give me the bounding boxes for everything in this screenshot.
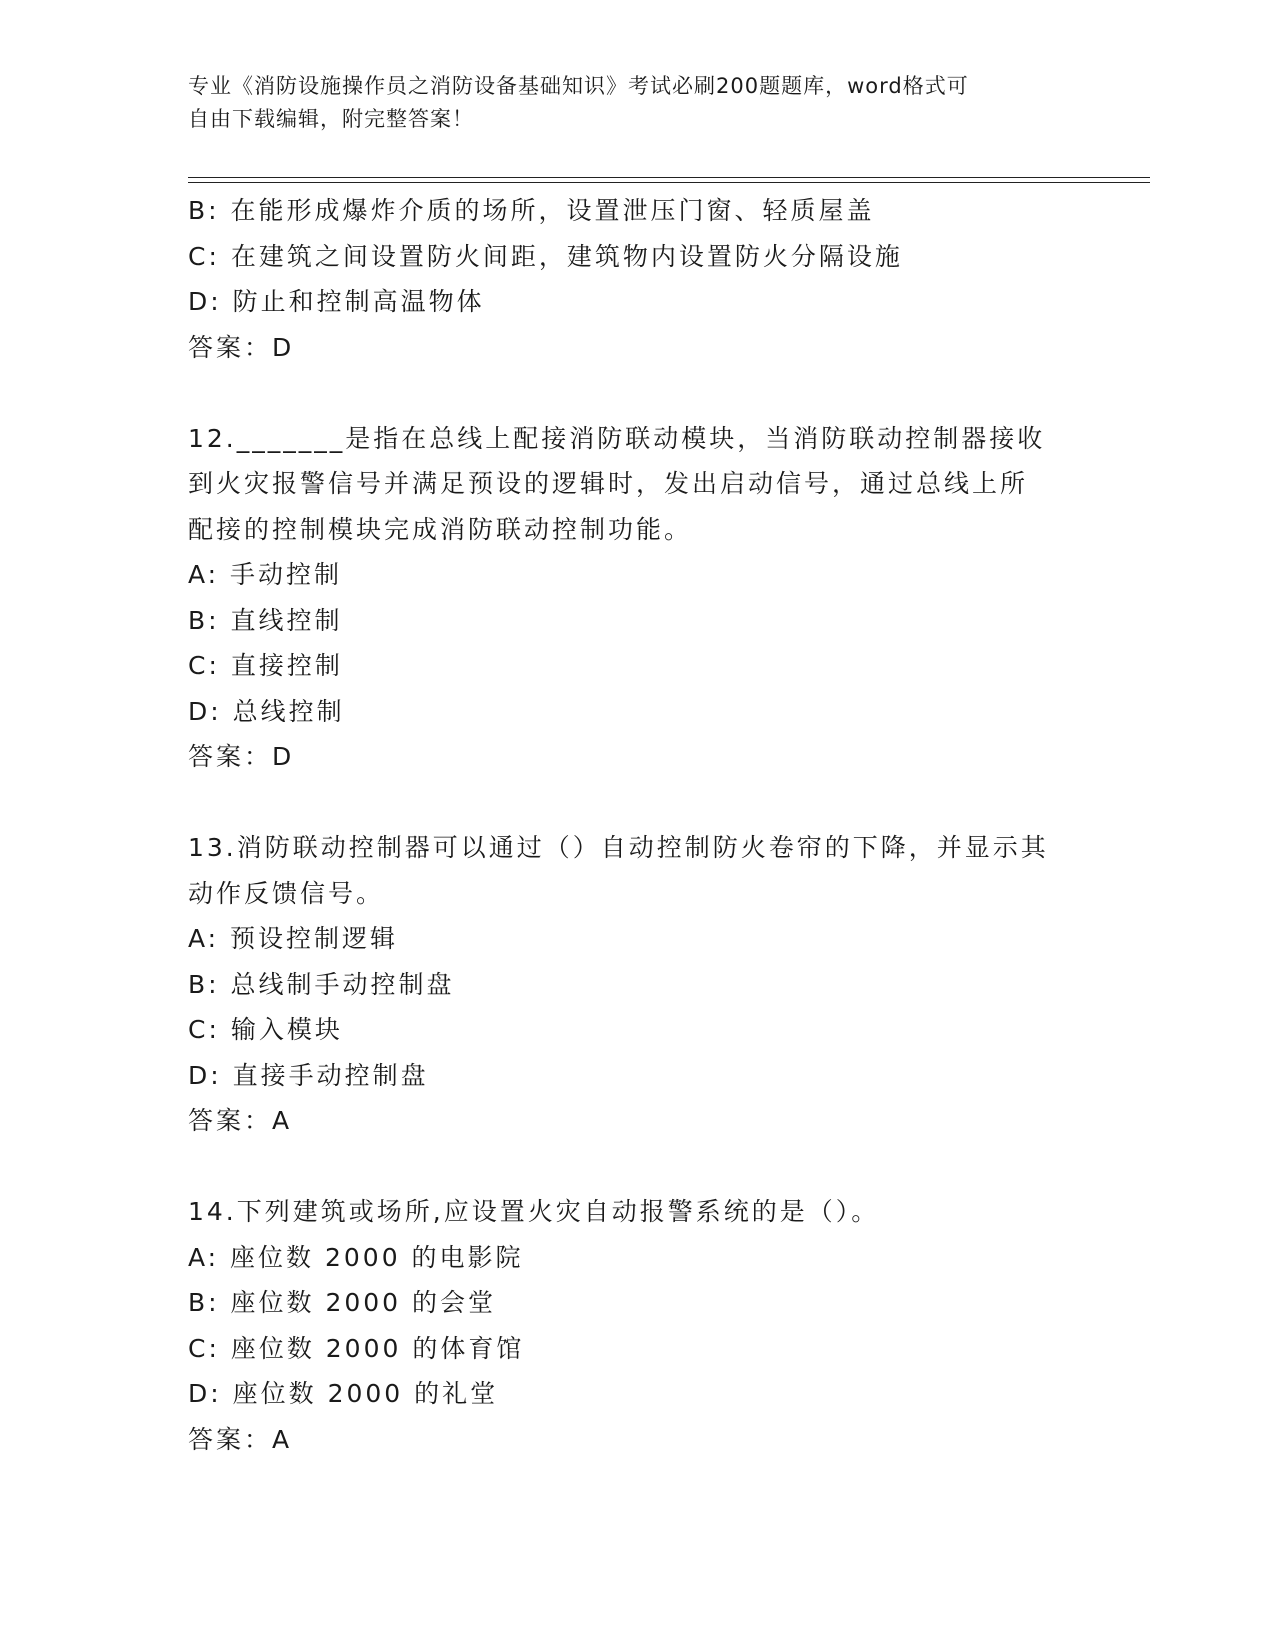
header-title-line-1: 专业《消防设施操作员之消防设备基础知识》考试必刷200题题库，word格式可 <box>188 74 969 98</box>
question-list <box>188 188 1088 1462</box>
option-a: A: 预设控制逻辑 <box>188 924 399 953</box>
option-d: D: 座位数 2000 的礼堂 <box>188 1379 499 1408</box>
option-a: A: 手动控制 <box>188 560 343 589</box>
option-b: B: 座位数 2000 的会堂 <box>188 1288 497 1317</box>
header-title-line-2: 自由下载编辑，附完整答案！ <box>188 107 474 131</box>
answer-line: 答案：A <box>188 1424 293 1454</box>
question-spacer <box>188 780 1088 826</box>
question-stem-line-2: 到火灾报警信号并满足预设的逻辑时，发出启动信号，通过总线上所 <box>188 469 1029 498</box>
question-13 <box>188 825 1088 1144</box>
option-b: B: 总线制手动控制盘 <box>188 969 455 999</box>
question-12 <box>188 416 1088 780</box>
option-c: C: 输入模块 <box>188 1015 343 1044</box>
question-stem-line-3: 配接的控制模块完成消防联动控制功能。 <box>188 514 693 544</box>
question-stem-line-2: 动作反馈信号。 <box>188 878 385 908</box>
question-11-tail <box>188 188 1088 370</box>
option-b: B: 直线控制 <box>188 605 343 635</box>
question-14 <box>188 1189 1088 1462</box>
option-d: D: 总线控制 <box>188 696 345 726</box>
option-a: A: 座位数 2000 的电影院 <box>188 1242 524 1272</box>
option-c: C: 在建筑之间设置防火间距，建筑物内设置防火分隔设施 <box>188 241 903 271</box>
answer-line: 答案：D <box>188 332 295 362</box>
option-c: C: 座位数 2000 的体育馆 <box>188 1333 525 1363</box>
document-header <box>188 70 1088 136</box>
header-rule-bottom <box>188 182 1150 183</box>
header-rule-top <box>188 177 1150 178</box>
answer-line: 答案：D <box>188 742 295 771</box>
option-c: C: 直接控制 <box>188 651 343 680</box>
answer-line: 答案：A <box>188 1106 293 1135</box>
question-spacer <box>188 1144 1088 1190</box>
option-d: D: 防止和控制高温物体 <box>188 287 485 316</box>
question-stem-line-1: 12._______是指在总线上配接消防联动模块，当消防联动控制器接收 <box>188 423 1046 453</box>
option-d: D: 直接手动控制盘 <box>188 1060 429 1090</box>
question-stem-line-1: 13.消防联动控制器可以通过（）自动控制防火卷帘的下降，并显示其 <box>188 833 1049 862</box>
question-spacer <box>188 370 1088 416</box>
question-stem-line-1: 14.下列建筑或场所,应设置火灾自动报警系统的是（）。 <box>188 1197 880 1226</box>
option-b: B: 在能形成爆炸介质的场所，设置泄压门窗、轻质屋盖 <box>188 196 875 225</box>
